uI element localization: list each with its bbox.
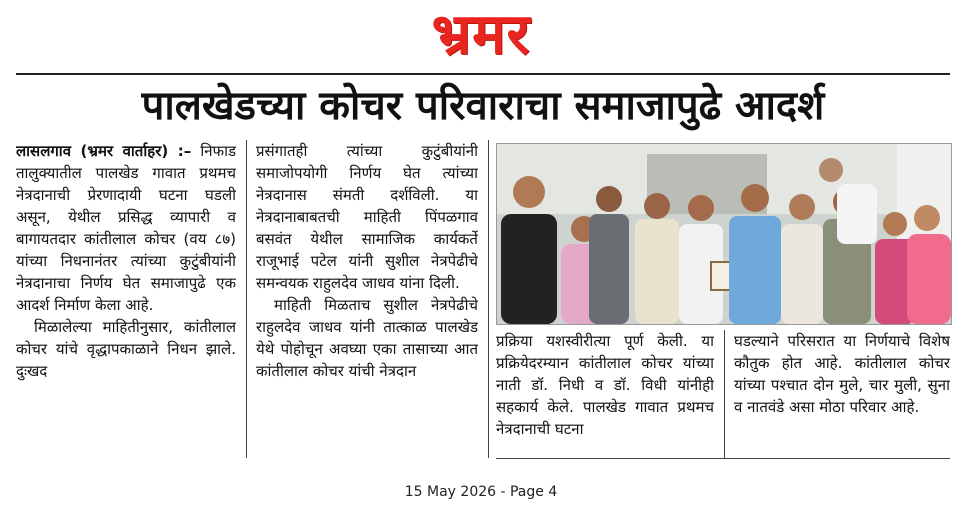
article-bottom-rule xyxy=(496,458,950,459)
column-divider xyxy=(488,140,489,458)
article-paragraph: मिळालेल्या माहितीनुसार, कांतीलाल कोचर यांचे वृद्धापकाळाने निधन झाले. दुःखद xyxy=(16,318,236,380)
masthead xyxy=(0,2,962,68)
column-divider xyxy=(246,140,247,458)
article-column-3 xyxy=(496,330,714,458)
page-footer: 15 May 2026 - Page 4 xyxy=(404,484,558,500)
column-divider xyxy=(724,330,725,458)
masthead-divider xyxy=(16,73,950,75)
article-paragraph: घडल्याने परिसरात या निर्णयाचे विशेष कौतुक होत आहे. कांतीलाल कोचर यांच्या पश्चात दोन मुले, चार मुली, सुना व नातवंडे असा मोठा परिवार आहे. xyxy=(734,332,950,416)
article-paragraph: प्रक्रिया यशस्वीरीत्या पूर्ण केली. या प्रक्रियेदरम्यान कांतीलाल कोचर यांच्या नाती डॉ. निधी व डॉ. विधी यांनीही सहकार्य केले. पालखेड गावात प्रथमच नेत्रदानाची घटना xyxy=(496,332,714,438)
article-column-4 xyxy=(734,330,950,458)
article-paragraph: प्रसंगातही त्यांच्या कुटुंबीयांनी समाजोपयोगी निर्णय घेत त्यांच्या नेत्रदानास संमती दर्शविली. या नेत्रदानाबाबतची माहिती पिंपळगाव बसवंत येथील सामाजिक कार्यकर्ते राजूभाई पटेल यांनी सुशील नेत्रपेढीचे समन्वयक राहुलदेव जाधव यांना दिली. xyxy=(256,142,478,292)
article-column-2 xyxy=(256,140,478,458)
article-column-1 xyxy=(16,140,236,458)
group-photo-illustration xyxy=(497,144,951,324)
newspaper-logo: भ्रमर xyxy=(431,2,531,67)
article-headline: पालखेडच्या कोचर परिवाराचा समाजापुढे आदर्श xyxy=(141,83,825,129)
article-paragraph: माहिती मिळताच सुशील नेत्रपेढीचे राहुलदेव जाधव यांनी तात्काळ पालखेड येथे पोहोचून अवघ्या एका तासाच्या आत कांतीलाल कोचर यांची नेत्रदान xyxy=(256,296,478,380)
article-paragraph xyxy=(16,140,236,316)
article-text: निफाड तालुक्यातील पालखेड गावात प्रथमच नेत्रदानाची प्रेरणादायी घटना घडली असून, येथील प्रसिद्ध व्यापारी व बागायतदार कांतीलाल कोचर (वय ८७) यांच्या निधनानंतर त्यांच्या कुटुंबीयांनी नेत्रदानाचा निर्णय घेत समाजापुढे एक आदर्श निर्माण केला आहे. xyxy=(16,142,236,314)
article-dateline: लासलगाव (भ्रमर वार्ताहर) :– xyxy=(16,142,192,160)
article-photo xyxy=(496,143,952,325)
